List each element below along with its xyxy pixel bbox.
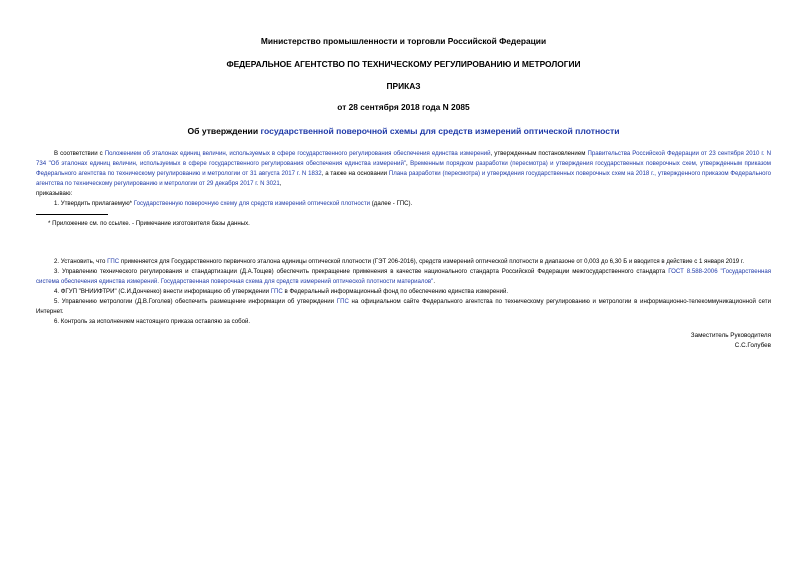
item-4-text-1: 4. ФГУП "ВНИИФТРИ" (С.И.Донченко) внести информацию об утверждении xyxy=(54,288,271,296)
item-1 xyxy=(36,199,771,209)
intro-text-5: , xyxy=(279,179,282,187)
item-3 xyxy=(36,267,771,287)
item-2-text-2: применяется для Государственного первичного эталона единицы оптической плотности (ГЭТ 206-2016), средств измерений оптической плотности в диапазоне от 0,003 до 6,30 Б и вводится в действие с 1 января 2019 г. xyxy=(119,258,745,266)
item-5 xyxy=(36,297,771,317)
spacer xyxy=(36,229,771,257)
footnote-divider xyxy=(36,214,108,215)
title-prefix: Об утверждении xyxy=(187,126,261,136)
item-3-text-2: . xyxy=(433,278,436,286)
footnote: * Приложение см. по ссылке. - Примечание изготовителя базы данных. xyxy=(48,220,250,228)
orders-word: приказываю: xyxy=(36,189,73,197)
document-page xyxy=(36,30,771,351)
intro-link-government-decree[interactable]: Правительства Российской Федерации от 23 сентября 2010 г. N 734 "Об эталонах единиц величин, используемых в сфере государственного регулирования обеспечения единства измерений" xyxy=(36,150,771,167)
item-1-link-gps[interactable]: Государственную поверочную схему для средств измерений оптической плотности xyxy=(133,199,371,207)
signature-position: Заместитель Руководителя xyxy=(690,331,771,339)
ministry-name: Министерство промышленности и торговли Российской Федерации xyxy=(260,36,547,46)
item-5-text-2: на официальном сайте Федерального агентства по техническому регулированию и метрологии в информационно-телекоммуникационной сети Интернет. xyxy=(36,297,771,315)
item-5-text-1: 5. Управлению метрологии (Д.В.Гоголев) обеспечить размещение информации об утверждении xyxy=(54,297,337,305)
item-6: 6. Контроль за исполнением настоящего приказа оставляю за собой. xyxy=(54,317,251,325)
signature-name: С.С.Голубев xyxy=(734,341,771,349)
item-1-text-2: (далее - ГПС). xyxy=(370,199,413,207)
item-4 xyxy=(36,287,771,297)
intro-text-1: В соответствии с xyxy=(54,150,105,157)
intro-text-3: , xyxy=(406,159,411,167)
item-2 xyxy=(36,257,771,267)
document-title xyxy=(36,126,771,137)
intro-link-regulation[interactable]: Положением об эталонах единиц величин, используемых в сфере государственного регулирования обеспечения единства измерений xyxy=(104,150,491,157)
intro-paragraph xyxy=(36,149,771,189)
document-type: ПРИКАЗ xyxy=(386,81,421,91)
item-3-link-gost[interactable]: ГОСТ 8.588-2006 "Государственная система обеспечения единства измерений. Государственная поверочная схема для средств измерений оптической плотности материалов" xyxy=(36,268,772,286)
item-2-text-1: 2. Установить, что xyxy=(54,258,108,266)
item-4-link-gps[interactable]: ГПС xyxy=(270,288,283,296)
agency-name: ФЕДЕРАЛЬНОЕ АГЕНТСТВО ПО ТЕХНИЧЕСКОМУ РЕГУЛИРОВАНИЮ И МЕТРОЛОГИИ xyxy=(226,59,581,69)
item-1-text-1: 1. Утвердить прилагаемую* xyxy=(54,199,134,207)
intro-text-2: , утвержденным постановлением xyxy=(490,150,588,157)
item-3-text-1: 3. Управлению технического регулирования и стандартизации (Д.А.Тощев) обеспечить прекращение применения в качестве национального стандарта Российской Федерации межгосударственного стандарта xyxy=(54,268,669,276)
intro-link-temporary-procedure[interactable]: Временным порядком разработки (пересмотра) и утверждения государственных поверочных схем, утвержденным приказом Федерального агентства по техническому регулированию и метрологии от 31 августа 2017 г. N 1832 xyxy=(36,159,771,177)
item-2-link-gps[interactable]: ГПС xyxy=(107,258,120,266)
intro-link-plan[interactable]: Плана разработки (пересмотра) и утверждения государственных поверочных схем на 2018 г., утвержденного приказом Федерального агентства по техническому регулированию и метрологии от 29 декабря 2017 г. N 3021 xyxy=(36,169,771,187)
item-5-link-gps[interactable]: ГПС xyxy=(336,297,349,305)
intro-text-4: , а также на основании xyxy=(321,169,389,177)
signature-block xyxy=(36,331,771,351)
title-link[interactable]: государственной поверочной схемы для средств измерений оптической плотности xyxy=(260,126,620,136)
item-4-text-2: в Федеральный информационный фонд по обеспечению единства измерений. xyxy=(282,288,509,296)
document-date-number: от 28 сентября 2018 года N 2085 xyxy=(337,102,470,112)
